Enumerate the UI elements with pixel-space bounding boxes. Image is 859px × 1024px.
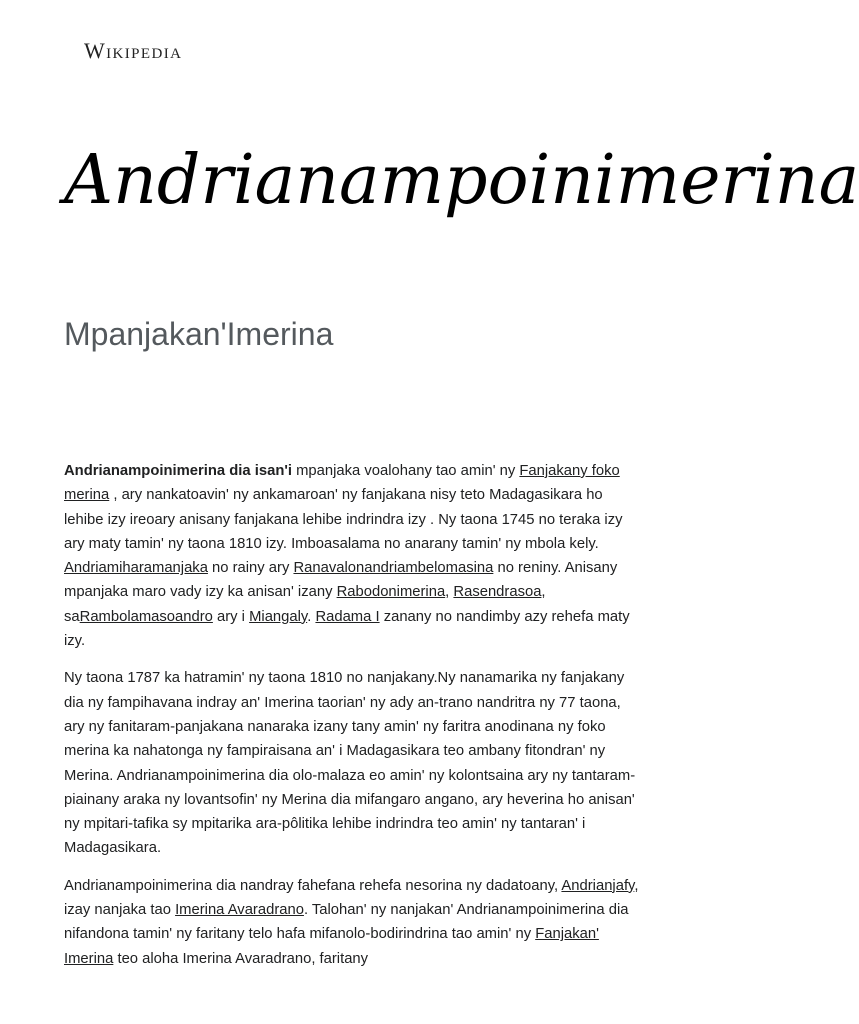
article-link[interactable]: Radama I [315, 608, 380, 625]
article-link[interactable]: Andrianjafy [561, 877, 635, 894]
article-link[interactable]: Andriamiharamanjaka [64, 560, 208, 577]
body-text: mpanjaka voalohany tao amin' ny [292, 463, 520, 479]
wikipedia-wordmark[interactable]: Wikipedia [84, 38, 183, 63]
body-text: no rainy ary [207, 560, 294, 577]
body-text: Andrianampoinimerina dia nandray fahefana rehefa nesorina ny dadatoany, [64, 877, 562, 894]
article-link[interactable]: Fanjakany foko merina [64, 463, 620, 504]
article-link[interactable]: Rasendrasoa [453, 584, 542, 601]
body-text: . Talohan' ny nanjakan' Andrianampoinimerina dia nifandona tamin' ny faritany telo hafa mifanolo-bodirindrina tao amin' ny [64, 902, 629, 943]
paragraph-1 [64, 459, 640, 653]
article-link[interactable]: Ranavalonandriambelomasina [293, 560, 494, 577]
page-subtitle: Mpanjakan'Imerina [64, 316, 334, 352]
article-link[interactable]: Miangaly [249, 608, 308, 625]
body-text: , sa [64, 584, 546, 625]
page-cutoff [0, 970, 768, 1024]
body-text: zanany no nandimby azy rehefa maty izy. [64, 608, 630, 650]
body-text: teo aloha Imerina Avaradrano, faritany [113, 950, 369, 967]
article-link[interactable]: Imerina Avaradrano [175, 902, 304, 919]
body-text: Ny taona 1787 ka hatramin' ny taona 1810 no nanjakany.Ny nanamarika ny fanjakany dia ny fampihavana indray an' Imerina taorian' ny ady an-trano nandritra ny 77 taona, ary ny fanitaram-panjakana nanaraka izany tany amin' ny faritra anodinana ny foko merina ka nahatonga ny fampiraisana an' i Madagasikara teo ambany fitondran' ny Merina. Andrianampoinimerina dia olo-malaza eo amin' ny kolontsaina ary ny tantaram-piainany araka ny lovantsofin' ny Merina dia mifangaro angano, ary heverina ho anisan' ny mpitari-tafika sy mpitarika ara-pôlitika lehibe indrindra teo amin' ny tantaran' i Madagasikara. [64, 670, 636, 857]
body-text: , izay nanjaka tao [64, 877, 639, 919]
article-link[interactable]: Rambolamasoandro [79, 608, 213, 625]
body-text: , ary nankatoavin' ny ankamaroan' ny fanjakana nisy teto Madagasikara ho lehibe izy ireoary anisany fanjakana lehibe indrindra izy . Ny taona 1745 no teraka izy ary maty tamin' ny taona 1810 izy. Imboasalama no anarany tamin' ny mbola kely. [64, 487, 623, 552]
body-text: , [445, 584, 454, 601]
article-body [64, 459, 640, 984]
body-text: ary i [212, 608, 250, 625]
body-text: no reniny. Anisany mpanjaka maro vady izy ka anisan' izany [64, 560, 618, 601]
article-link[interactable]: Fanjakan' Imerina [64, 926, 599, 967]
paragraph-2 [64, 666, 640, 860]
paragraph-3 [64, 874, 640, 971]
body-text: . [307, 608, 316, 625]
article-link[interactable]: Rabodonimerina [336, 584, 446, 601]
bold-lead-text: Andrianampoinimerina dia isan'i [64, 463, 292, 479]
page-title: Andrianampoinimerina [64, 141, 859, 220]
